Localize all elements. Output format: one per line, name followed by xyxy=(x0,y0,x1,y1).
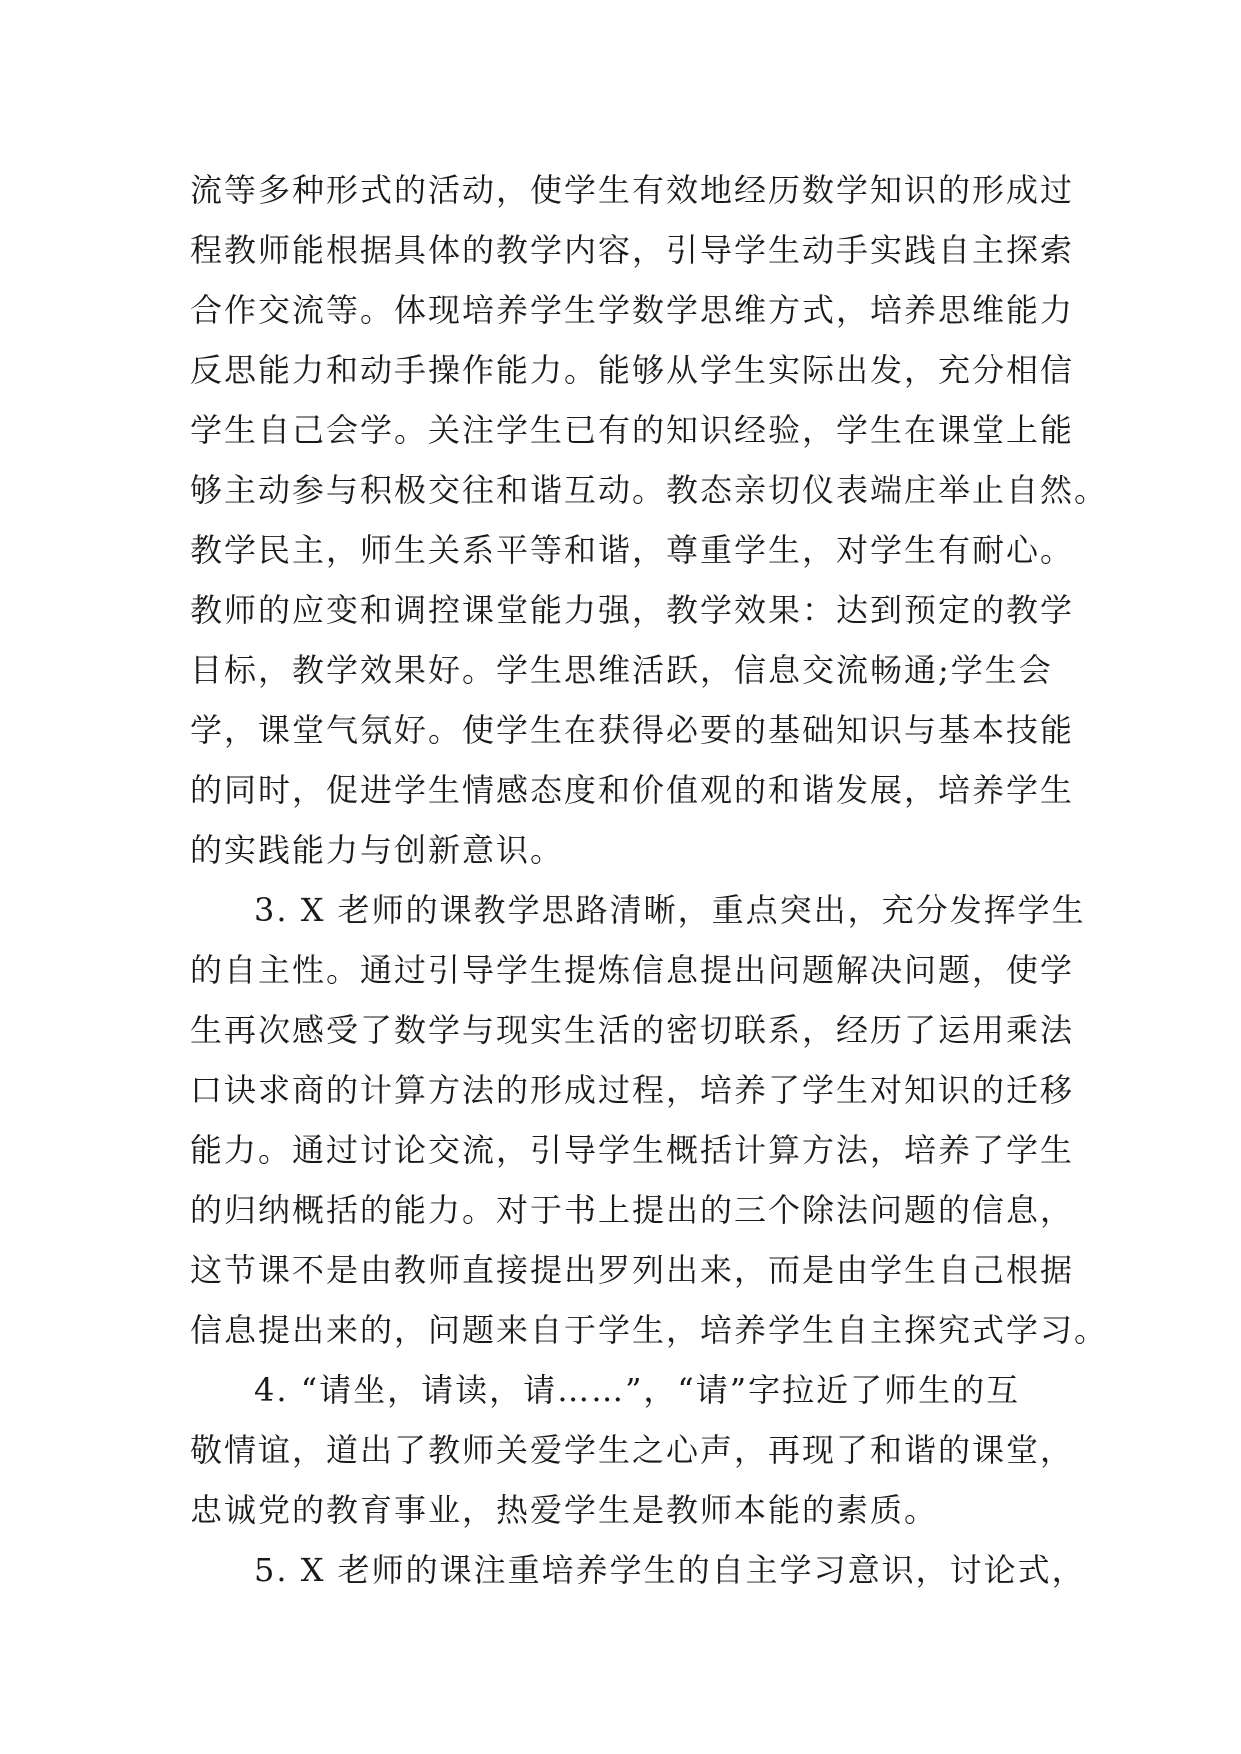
text-line: 教师的应变和调控课堂能力强，教学效果：达到预定的教学 xyxy=(190,591,1075,629)
text-line: 学生自己会学。关注学生已有的知识经验，学生在课堂上能 xyxy=(190,411,1075,449)
text-line: 敬情谊，道出了教师关爱学生之心声，再现了和谐的课堂， xyxy=(190,1431,1075,1469)
text-line: 反思能力和动手操作能力。能够从学生实际出发，充分相信 xyxy=(190,351,1075,389)
text-line: 合作交流等。体现培养学生学数学思维方式，培养思维能力 xyxy=(190,291,1075,329)
text-line: 能力。通过讨论交流，引导学生概括计算方法，培养了学生 xyxy=(190,1131,1075,1169)
text-line: 忠诚党的教育事业，热爱学生是教师本能的素质。 xyxy=(190,1491,939,1529)
text-line: 的实践能力与创新意识。 xyxy=(190,831,565,869)
text-line: 的同时，促进学生情感态度和价值观的和谐发展，培养学生 xyxy=(190,771,1075,809)
text-line: 信息提出来的，问题来自于学生，培养学生自主探究式学习。 xyxy=(190,1311,1109,1349)
text-line: 够主动参与积极交往和谐互动。教态亲切仪表端庄举止自然。 xyxy=(190,471,1109,509)
document-body xyxy=(190,160,1109,1600)
text-line: 程教师能根据具体的教学内容，引导学生动手实践自主探索 xyxy=(190,231,1075,269)
text-line: 的自主性。通过引导学生提炼信息提出问题解决问题，使学 xyxy=(190,951,1075,989)
text-line: 这节课不是由教师直接提出罗列出来，而是由学生自己根据 xyxy=(190,1251,1075,1289)
paragraph-4-first-line: 4. “请坐，请读，请……”，“请”字拉近了师生的互 xyxy=(254,1371,1021,1409)
text-line: 流等多种形式的活动，使学生有效地经历数学知识的形成过 xyxy=(190,171,1075,209)
text-line: 教学民主，师生关系平等和谐，尊重学生，对学生有耐心。 xyxy=(190,531,1075,569)
text-line: 的归纳概括的能力。对于书上提出的三个除法问题的信息， xyxy=(190,1191,1075,1229)
paragraph-5-first-line: 5. X 老师的课注重培养学生的自主学习意识，讨论式， xyxy=(254,1551,1086,1589)
text-line: 生再次感受了数学与现实生活的密切联系，经历了运用乘法 xyxy=(190,1011,1075,1049)
paragraph-3-first-line: 3. X 老师的课教学思路清晰，重点突出，充分发挥学生 xyxy=(254,891,1086,929)
text-line: 目标，教学效果好。学生思维活跃，信息交流畅通;学生会 xyxy=(190,651,1053,689)
text-line: 学，课堂气氛好。使学生在获得必要的基础知识与基本技能 xyxy=(190,711,1075,749)
text-line: 口诀求商的计算方法的形成过程，培养了学生对知识的迁移 xyxy=(190,1071,1075,1109)
